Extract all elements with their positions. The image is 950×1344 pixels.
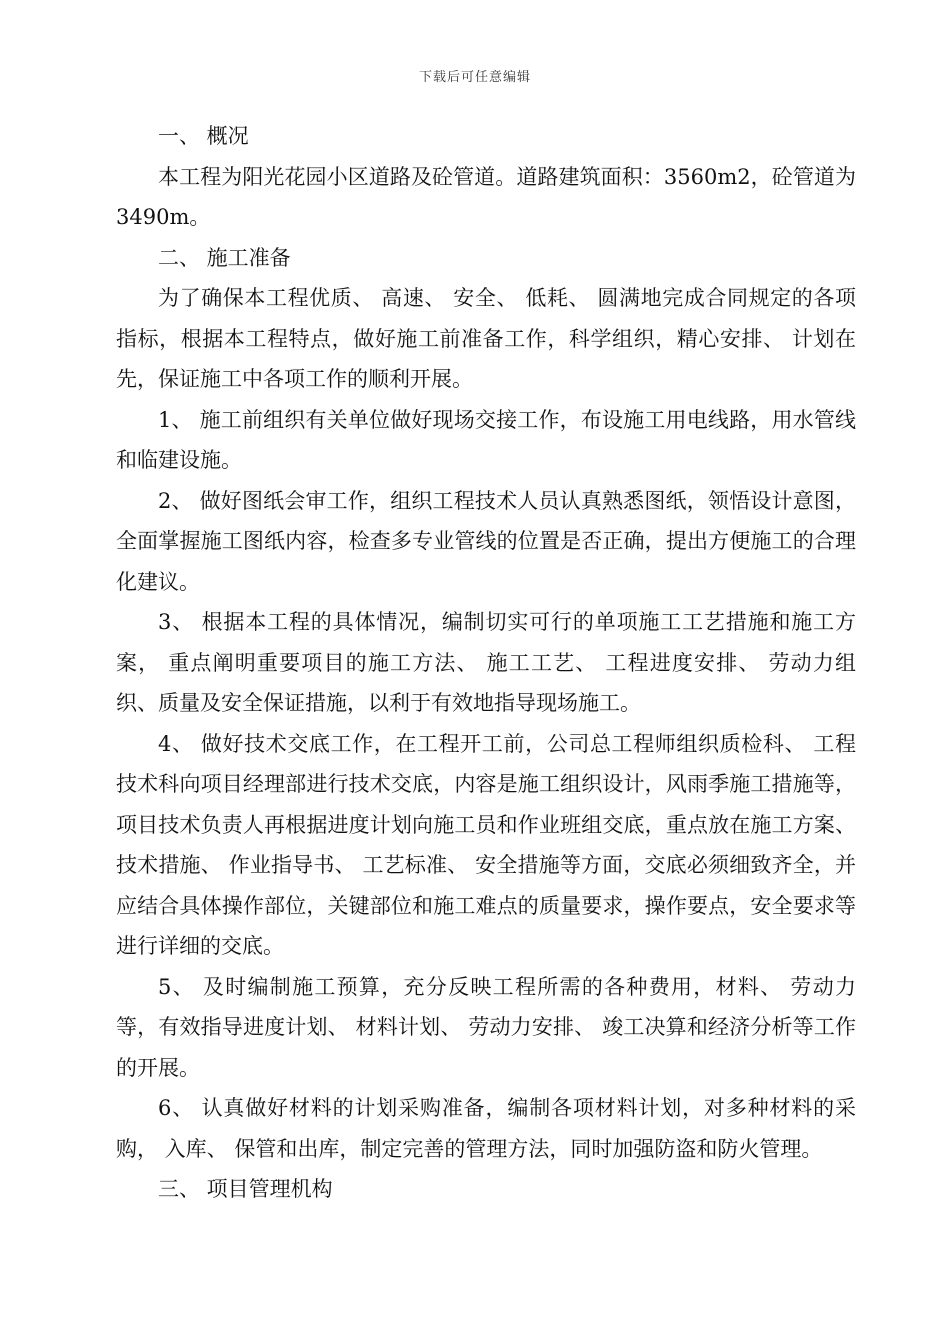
paragraph-preparation-intro: 为了确保本工程优质、 高速、 安全、 低耗、 圆满地完成合同规定的各项指标，根据本工程特点，做好施工前准备工作，科学组织，精心安排、 计划在先，保证施工中各项工作的顺利开展。 [116,286,856,391]
paragraph-item-5: 5、 及时编制施工预算，充分反映工程所需的各种费用，材料、 劳动力等，有效指导进度计划、 材料计划、 劳动力安排、 竣工决算和经济分析等工作的开展。 [116,974,856,1080]
paragraph-item-6: 6、 认真做好材料的计划采购准备，编制各项材料计划，对多种材料的采购， 入库、 保管和出库，制定完善的管理方法，同时加强防盗和防火管理。 [116,1096,856,1161]
section-heading-overview: 一、 概况 [158,124,249,148]
paragraph-item-2: 2、 做好图纸会审工作，组织工程技术人员认真熟悉图纸，领悟设计意图，全面掌握施工图纸内容，检查多专业管线的位置是否正确，提出方便施工的合理化建议。 [116,488,856,594]
paragraph-item-3: 3、 根据本工程的具体情况，编制切实可行的单项施工工艺措施和施工方案， 重点阐明重要项目的施工方法、 施工工艺、 工程进度安排、 劳动力组织、质量及安全保证措施，以利于有效地指导现场施工。 [116,610,856,715]
section-heading-preparation: 二、 施工准备 [158,245,291,270]
header-note: 下载后可任意编辑 [418,70,531,85]
paragraph-item-4: 4、 做好技术交底工作，在工程开工前，公司总工程师组织质检科、 工程技术科向项目经理部进行技术交底，内容是施工组织设计，风雨季施工措施等，项目技术负责人再根据进度计划向施工员和作业班组交底，重点放在施工方案、技术措施、 作业指导书、 工艺标准、 安全措施等方面，交底必须细致齐全，并应结合具体操作部位，关键部位和施工难点的质量要求，操作要点，安全要求等进行详细的交底。 [116,731,856,958]
paragraph-item-1: 1、 施工前组织有关单位做好现场交接工作，布设施工用电线路，用水管线和临建设施。 [116,407,856,472]
section-heading-management: 三、 项目管理机构 [158,1177,333,1201]
document-body [116,116,856,1210]
paragraph-overview: 本工程为阳光花园小区道路及砼管道。道路建筑面积：3560m2，砼管道为3490m。 [116,164,856,229]
